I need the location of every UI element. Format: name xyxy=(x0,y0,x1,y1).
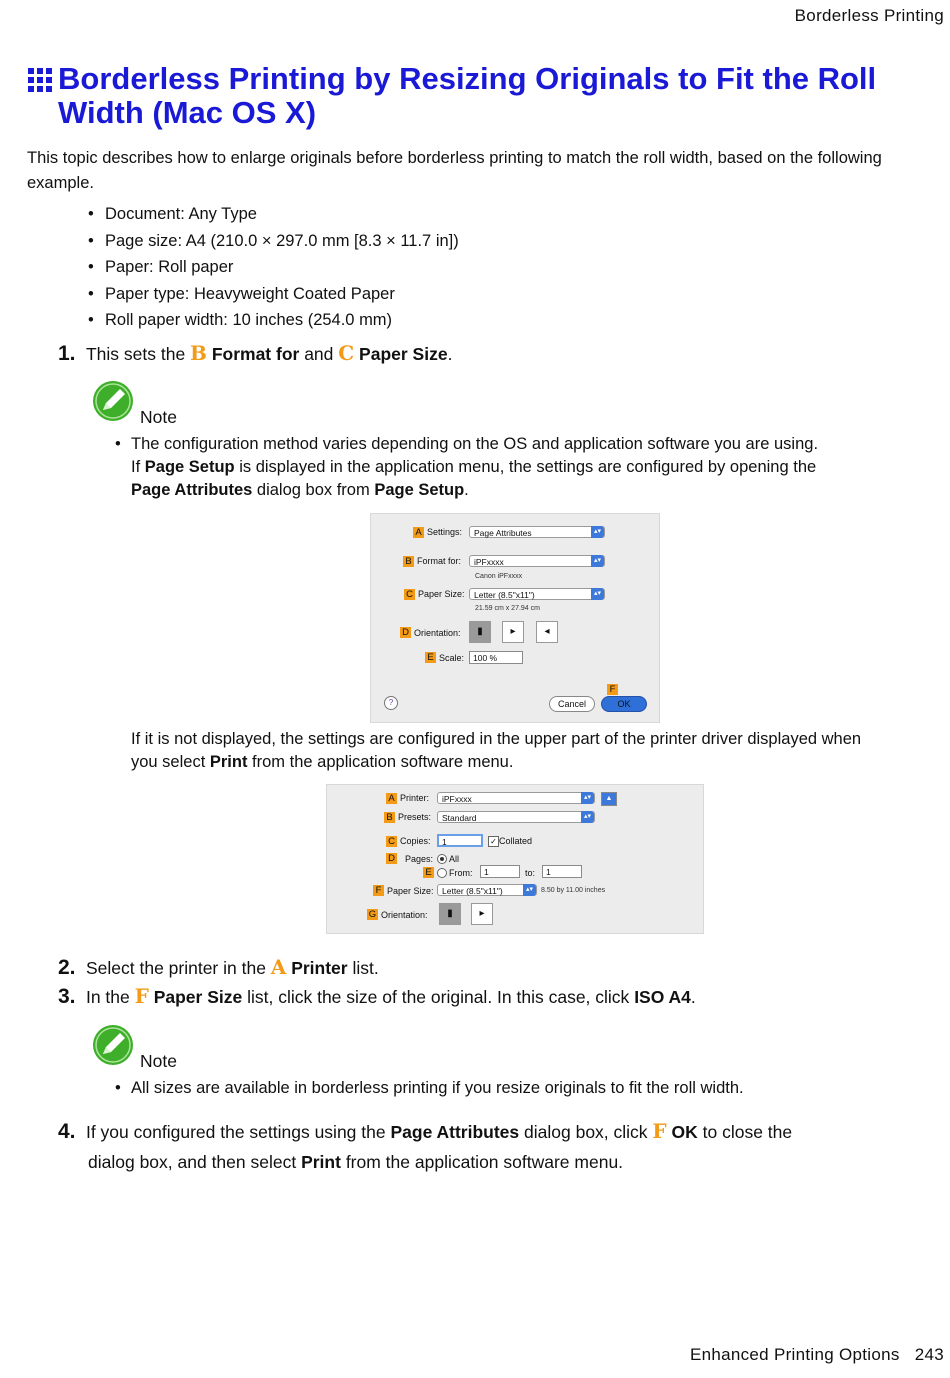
running-footer xyxy=(690,1345,944,1365)
settings-select[interactable]: Page Attributes ▴▾ xyxy=(469,526,605,538)
ref-f: F xyxy=(652,1119,667,1143)
orientation-landscape-button[interactable]: ▸ xyxy=(471,903,493,925)
paper-size-select[interactable]: Letter (8.5"x11") ▴▾ xyxy=(469,588,605,600)
step-text: This sets the B Format for and C Paper Size. xyxy=(85,341,453,365)
step-2: 2. Select the printer in the A Printer list. xyxy=(58,955,379,979)
list-item: • Roll paper width: 10 inches (254.0 mm) xyxy=(88,307,459,334)
to-input[interactable]: 1 xyxy=(542,865,582,878)
orientation-reverse-button[interactable]: ◂ xyxy=(536,621,558,643)
ref-f: F xyxy=(134,984,149,1008)
page-number: 243 xyxy=(914,1345,944,1364)
expand-disclosure-icon[interactable]: ▲ xyxy=(601,792,617,806)
collated-checkbox[interactable]: ✓ xyxy=(488,836,499,847)
printer-select[interactable]: iPFxxxx ▴▾ xyxy=(437,792,595,804)
note-body: • The configuration method varies depending on the OS and application software you are using. If Page Setup is displayed in the application menu, the settings are configured by opening the Page Attributes dialog box from Page Setup. xyxy=(115,435,819,499)
step-number: 1. xyxy=(58,342,76,365)
cancel-button[interactable]: Cancel xyxy=(549,696,595,712)
note-pencil-icon xyxy=(92,380,134,422)
copies-input[interactable]: 1 xyxy=(437,834,483,847)
footer-section: Enhanced Printing Options xyxy=(689,1345,900,1364)
step-3: 3. In the F Paper Size list, click the size of the original. In this case, click ISO A4. xyxy=(58,984,696,1008)
running-header: Borderless Printing xyxy=(794,6,944,25)
pages-all-radio[interactable] xyxy=(437,854,447,864)
note-label: Note xyxy=(140,407,177,427)
middle-paragraph: If it is not displayed, the settings are configured in the upper part of the printer driver displayed when you select Print from the application software menu. xyxy=(131,730,862,771)
ref-c: C xyxy=(338,341,355,365)
pages-from-radio[interactable] xyxy=(437,868,447,878)
intro-paragraph: This topic describes how to enlarge originals before borderless printing to match the roll width, based on the following example. xyxy=(27,149,882,192)
page-title: Borderless Printing by Resizing Originals to Fit the Roll Width (Mac OS X) xyxy=(58,61,877,130)
list-item: • Document: Any Type xyxy=(88,201,459,228)
note-pencil-icon xyxy=(92,1024,134,1066)
page-attributes-dialog: A Settings: Page Attributes ▴▾ B Format for: iPFxxxx ▴▾ Canon iPFxxxx C Paper Size: Letter (8.5"x11") ▴▾ 21.59 cm x 27.94 cm D Orientation: ▮ ▸ ◂ E Scale: 100 % ? F Cancel OK xyxy=(370,513,660,723)
format-for-select[interactable]: iPFxxxx ▴▾ xyxy=(469,555,605,567)
paper-size-select[interactable]: Letter (8.5"x11") ▴▾ xyxy=(437,884,537,896)
ref-a: A xyxy=(270,955,287,979)
presets-select[interactable]: Standard ▴▾ xyxy=(437,811,595,823)
orientation-landscape-button[interactable]: ▸ xyxy=(502,621,524,643)
scale-input[interactable]: 100 % xyxy=(469,651,523,664)
help-icon[interactable]: ? xyxy=(384,696,398,710)
orientation-portrait-button[interactable]: ▮ xyxy=(439,903,461,925)
ok-button[interactable]: OK xyxy=(601,696,647,712)
note-body: • All sizes are available in borderless printing if you resize originals to fit the roll width. xyxy=(115,1079,744,1097)
ref-b: B xyxy=(190,341,207,365)
list-item: • Paper type: Heavyweight Coated Paper xyxy=(88,281,459,308)
list-item: • Paper: Roll paper xyxy=(88,254,459,281)
from-input[interactable]: 1 xyxy=(480,865,520,878)
note-label: Note xyxy=(140,1051,177,1071)
step-1 xyxy=(58,341,452,366)
step-4: 4. If you configured the settings using the Page Attributes dialog box, click F OK to close the dialog box, and then select Print from the application software menu. xyxy=(58,1119,793,1172)
orientation-portrait-button[interactable]: ▮ xyxy=(469,621,491,643)
list-item: • Page size: A4 (210.0 × 297.0 mm [8.3 × 11.7 in]) xyxy=(88,228,459,255)
example-list xyxy=(88,201,459,334)
print-dialog: A Printer: iPFxxxx ▴▾ ▲ B Presets: Standard ▴▾ C Copies: 1 ✓ Collated D Pages: All E From: 1 to: 1 F Paper Size: Letter (8.5"x11") ▴▾ 8.50 by 11.00 inches G Orientation: ▮ ▸ xyxy=(326,784,704,934)
section-grid-icon xyxy=(27,67,53,93)
